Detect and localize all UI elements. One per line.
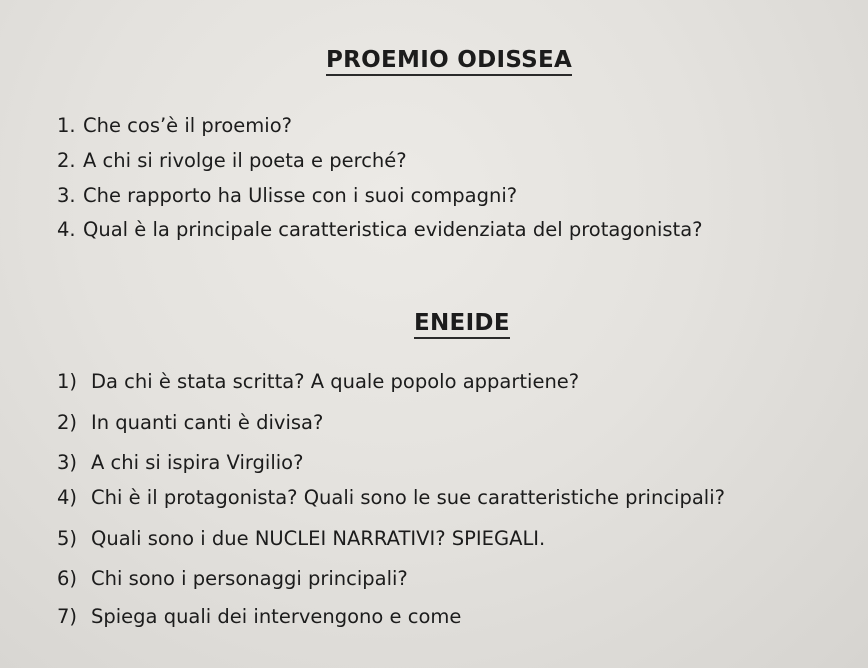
- question-text: A chi si ispira Virgilio?: [91, 451, 304, 474]
- question-text: Che rapporto ha Ulisse con i suoi compagni?: [83, 184, 518, 207]
- question-text: Spiega quali dei intervengono e come: [91, 605, 462, 628]
- question-item: [57, 114, 292, 138]
- question-number: 4): [57, 486, 78, 509]
- question-item: [57, 411, 323, 435]
- question-item: [57, 184, 517, 208]
- question-item: [57, 605, 461, 629]
- question-number: 1.: [57, 114, 76, 137]
- question-item: [57, 486, 725, 510]
- question-number: 1): [57, 370, 78, 393]
- question-text: Quali sono i due NUCLEI NARRATIVI? SPIEGALI.: [91, 527, 546, 550]
- question-item: [57, 218, 703, 242]
- question-text: Da chi è stata scritta? A quale popolo appartiene?: [91, 370, 580, 393]
- section-title-eneide: ENEIDE: [414, 310, 510, 339]
- question-text: Chi è il protagonista? Quali sono le sue caratteristiche principali?: [91, 486, 725, 509]
- question-item: [57, 451, 303, 475]
- question-item: [57, 567, 408, 591]
- question-number: 6): [57, 567, 78, 590]
- question-number: 4.: [57, 218, 76, 241]
- question-text: Qual è la principale caratteristica evidenziata del protagonista?: [83, 218, 703, 241]
- question-text: Chi sono i personaggi principali?: [91, 567, 408, 590]
- question-number: 5): [57, 527, 78, 550]
- question-number: 2.: [57, 149, 76, 172]
- question-text: In quanti canti è divisa?: [91, 411, 324, 434]
- question-text: A chi si rivolge il poeta e perché?: [83, 149, 407, 172]
- question-item: [57, 149, 407, 173]
- question-number: 3.: [57, 184, 76, 207]
- question-number: 2): [57, 411, 78, 434]
- question-text: Che cos’è il proemio?: [83, 114, 292, 137]
- question-item: [57, 527, 545, 551]
- question-item: [57, 370, 579, 394]
- question-number: 7): [57, 605, 78, 628]
- section-title-proemio-odissea: PROEMIO ODISSEA: [326, 47, 572, 76]
- question-number: 3): [57, 451, 78, 474]
